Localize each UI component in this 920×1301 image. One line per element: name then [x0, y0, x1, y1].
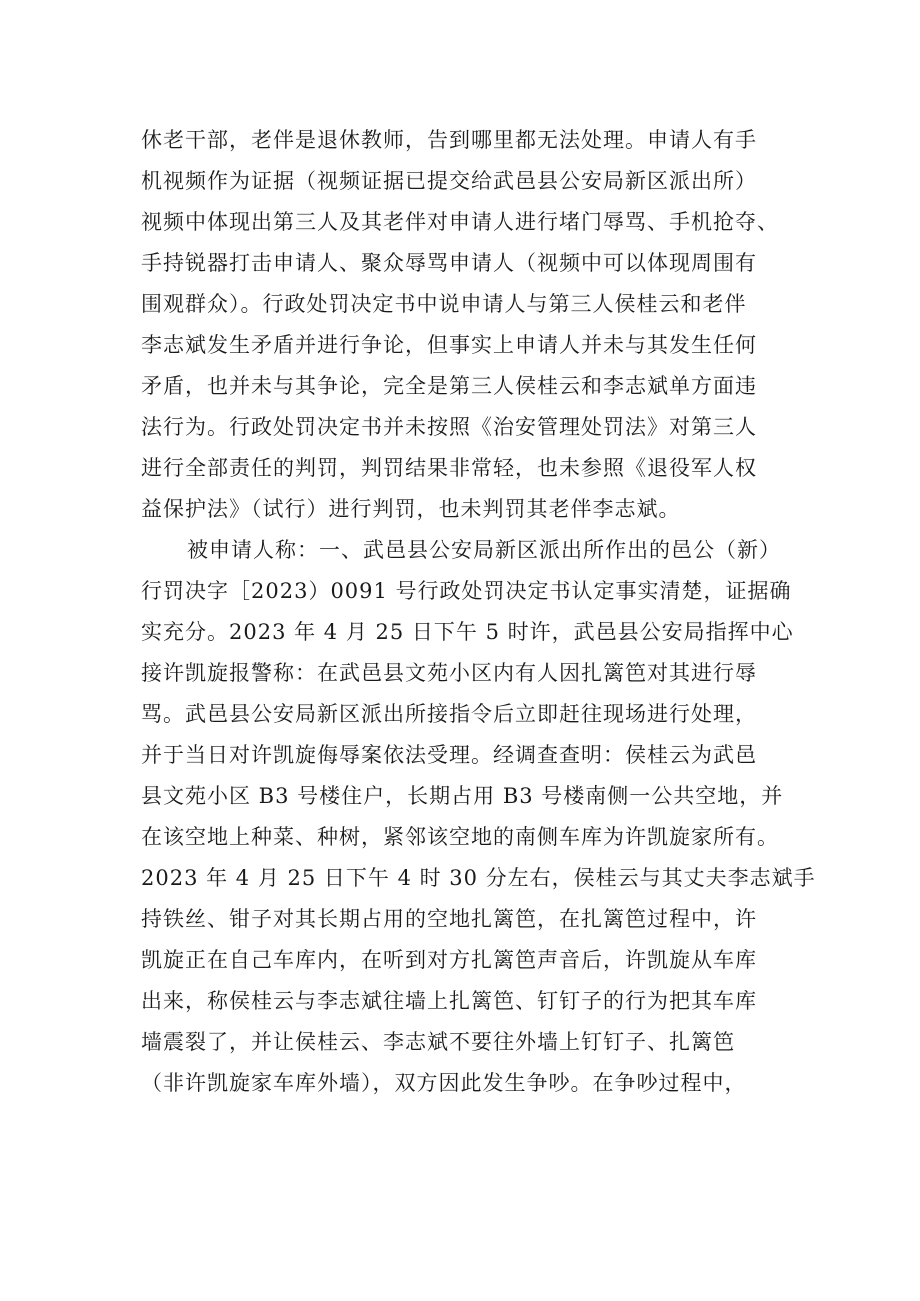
text-line: 手持锐器打击申请人、聚众辱骂申请人（视频中可以体现周围有	[141, 251, 757, 275]
text-line: 围观群众）。行政处罚决定书中说申请人与第三人侯桂云和老伴	[141, 292, 747, 316]
paragraph-start-line: 被申请人称：一、武邑县公安局新区派出所作出的邑公（新）	[187, 538, 781, 562]
text-line: 进行全部责任的判罚，判罚结果非常轻，也未参照《退役军人权	[141, 456, 757, 480]
text-line: 骂。武邑县公安局新区派出所接指令后立即赶往现场进行处理，	[141, 702, 757, 726]
text-line: 行罚决字［2023）0091 号行政处罚决定书认定事实清楚，证据确	[141, 579, 792, 603]
text-line: 县文苑小区 B3 号楼住户，长期占用 B3 号楼南侧一公共空地，并	[141, 784, 784, 808]
text-line: 休老干部，老伴是退休教师，告到哪里都无法处理。申请人有手	[141, 128, 757, 152]
text-line: 墙震裂了，并让侯桂云、李志斌不要往外墙上钉钉子、扎篱笆	[141, 1030, 735, 1054]
text-line: 并于当日对许凯旋侮辱案依法受理。经调查查明：侯桂云为武邑	[141, 743, 757, 767]
text-line: 实充分。2023 年 4 月 25 日下午 5 时许，武邑县公安局指挥中心	[141, 620, 794, 644]
text-line: 视频中体现出第三人及其老伴对申请人进行堵门辱骂、手机抢夺、	[141, 210, 779, 234]
text-line: 法行为。行政处罚决定书并未按照《治安管理处罚法》对第三人	[141, 415, 757, 439]
text-line: 在该空地上种菜、种树，紧邻该空地的南侧车库为许凯旋家所有。	[141, 825, 779, 849]
text-line: 接许凯旋报警称：在武邑县文苑小区内有人因扎篱笆对其进行辱	[141, 661, 757, 685]
text-line: 2023 年 4 月 25 日下午 4 时 30 分左右，侯桂云与其丈夫李志斌手	[141, 866, 816, 890]
text-line: 凯旋正在自己车库内，在听到对方扎篱笆声音后，许凯旋从车库	[141, 948, 757, 972]
text-line: 出来，称侯桂云与李志斌往墙上扎篱笆、钉钉子的行为把其车库	[141, 989, 757, 1013]
text-line: 李志斌发生矛盾并进行争论，但事实上申请人并未与其发生任何	[141, 333, 757, 357]
text-line: 矛盾，也并未与其争论，完全是第三人侯桂云和李志斌单方面违	[141, 374, 757, 398]
text-line: 持铁丝、钳子对其长期占用的空地扎篱笆，在扎篱笆过程中，许	[141, 907, 757, 931]
document-body	[141, 120, 821, 1104]
text-line: 机视频作为证据（视频证据已提交给武邑县公安局新区派出所）	[141, 169, 757, 193]
text-line: 益保护法》（试行）进行判罚，也未判罚其老伴李志斌。	[141, 497, 681, 521]
text-line: （非许凯旋家车库外墙），双方因此发生争吵。在争吵过程中，	[141, 1071, 747, 1095]
